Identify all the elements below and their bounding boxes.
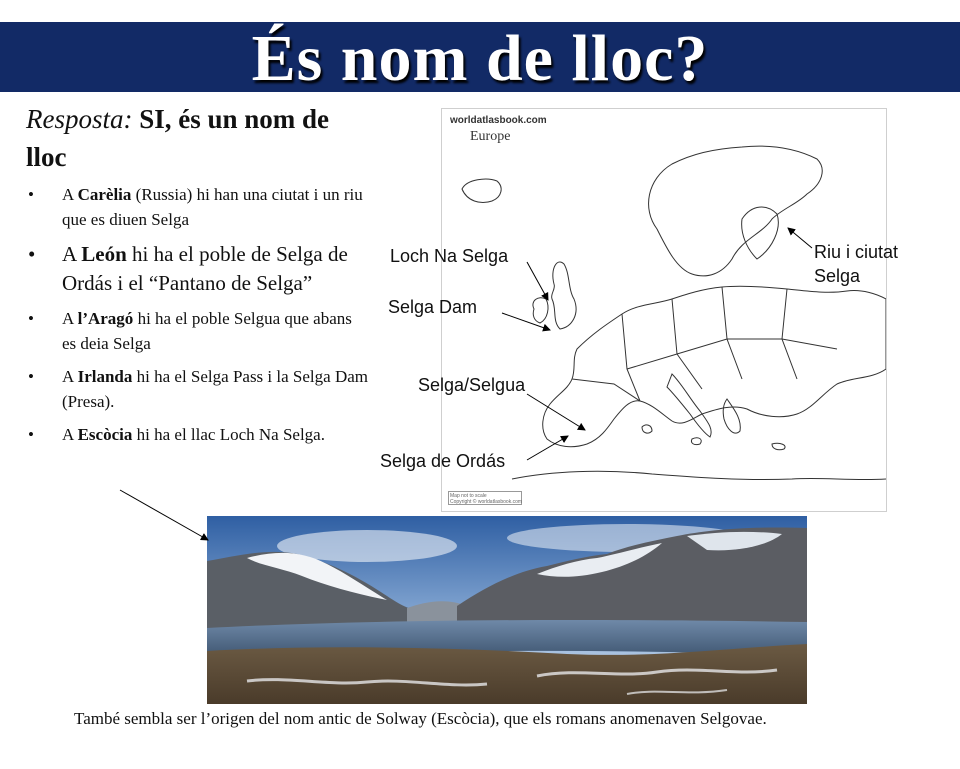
answer (26, 100, 366, 176)
label-selga-selgua: Selga/Selgua (418, 375, 526, 395)
answer-lead: Resposta: (26, 104, 133, 134)
europe-outline (442, 109, 886, 511)
arrow-escocia-photo (120, 490, 208, 540)
bullet-arago: • A l’Aragó hi ha el poble Selgua que abans es deia Selga (28, 306, 368, 356)
bullet-keyword: Carèlia (77, 185, 132, 204)
bullet-irlanda: • A Irlanda hi ha el Selga Pass i la Selga Dam (Presa). (28, 364, 368, 414)
map-brand: worldatlasbook.com (450, 115, 547, 126)
bullet-keyword: Escòcia (77, 425, 133, 444)
map-note: Map not to scale Copyright © worldatlasbook.com (450, 493, 523, 505)
map-subtitle: Europe (470, 129, 511, 144)
label-selga-dam: Selga Dam (388, 297, 478, 317)
europe-map (441, 108, 887, 512)
bullet-keyword: León (81, 242, 127, 266)
footer-text: També sembla ser l’origen del nom antic de Solway (Escòcia), que els romans anomenaven Selgovae. (74, 709, 767, 728)
label-loch-na-selga: Loch Na Selga (390, 246, 509, 266)
answer-text: SI, és un nom de lloc (26, 104, 330, 172)
bullet-leon: • A León hi ha el poble de Selga de Ordás i el “Pantano de Selga” (28, 240, 368, 298)
bullet-list (28, 182, 368, 455)
bullet-escocia: • A Escòcia hi ha el llac Loch Na Selga. (28, 422, 368, 447)
label-selga-de-ordas: Selga de Ordás (380, 451, 506, 471)
bullet-keyword: l’Aragó (77, 309, 134, 328)
landscape-image (207, 516, 807, 704)
bullet-carelia: • A Carèlia (Russia) hi han una ciutat i un riu que es diuen Selga (28, 182, 368, 232)
label-riu-ciutat: Riu i ciutat Selga (814, 242, 899, 286)
slide-title: És nom de lloc? (251, 22, 709, 95)
bullet-keyword: Irlanda (77, 367, 133, 386)
loch-landscape-photo (207, 516, 807, 704)
